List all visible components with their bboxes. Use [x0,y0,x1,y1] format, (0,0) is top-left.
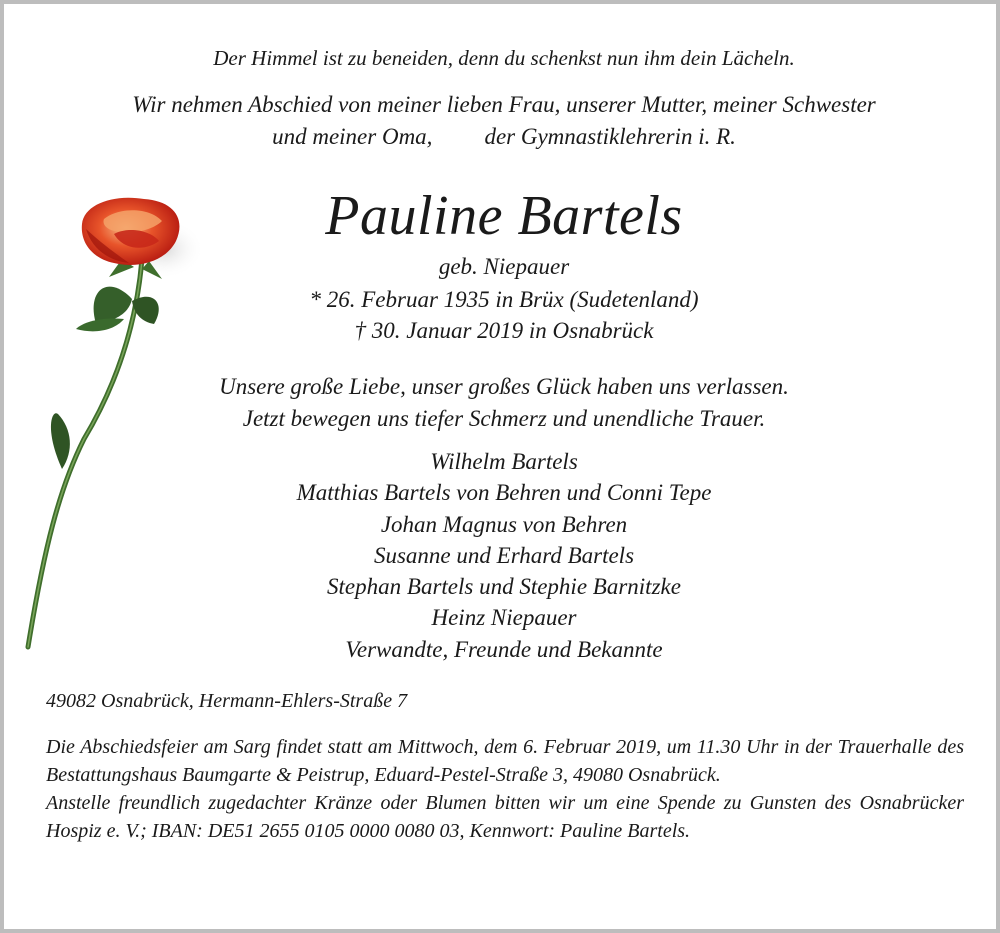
motto: Der Himmel ist zu beneiden, denn du schenkst nun ihm dein Lächeln. [213,46,795,70]
mourners-list [4,446,1000,665]
mourner: Johan Magnus von Behren [380,511,628,537]
mourner: Matthias Bartels von Behren und Conni Tepe [296,480,712,506]
donation-info: Anstelle freundlich zugedachter Kränze oder Blumen bitten wir um eine Spende zu Gunsten des Osnabrücker Hospiz e. V.; IBAN: DE51 2655 0105 0000 0080 03, Kennwort: Pauline Bartels. [46,792,964,842]
deceased-name: Pauline Bartels [325,185,683,247]
intro-line-2 [4,124,1000,150]
mourner: Wilhelm Bartels [430,449,578,474]
mourner: Heinz Niepauer [431,605,577,631]
verse-line-2: Jetzt bewegen uns tiefer Schmerz und unendliche Trauer. [242,406,766,431]
mourner: Verwandte, Freunde und Bekannte [345,636,663,662]
intro-line-2-profession: der Gymnastiklehrerin i. R. [484,124,736,149]
service-details [46,733,964,845]
intro-line-2-family: und meiner Oma, [272,124,433,149]
mourner: Susanne und Erhard Bartels [373,542,635,568]
birth-name: geb. Niepauer [438,254,570,279]
verse-line-1: Unsere große Liebe, unser großes Glück haben uns verlassen. [219,374,789,399]
family-address: 49082 Osnabrück, Hermann-Ehlers-Straße 7 [46,690,408,712]
ceremony-info: Die Abschiedsfeier am Sarg findet statt am Mittwoch, dem 6. Februar 2019, um 11.30 Uhr in der Trauerhalle des Bestattungshaus Baumgarte & Peistrup, Eduard-Pestel-Straße 3, 49080 Osnabrück. [46,736,964,786]
death-date: † 30. Januar 2019 in Osnabrück [354,318,654,343]
birth-date: * 26. Februar 1935 in Brüx (Sudetenland) [309,287,699,312]
intro-line-1: Wir nehmen Abschied von meiner lieben Frau, unserer Mutter, meiner Schwester [132,92,876,117]
mourner: Stephan Bartels und Stephie Barnitzke [327,574,681,600]
